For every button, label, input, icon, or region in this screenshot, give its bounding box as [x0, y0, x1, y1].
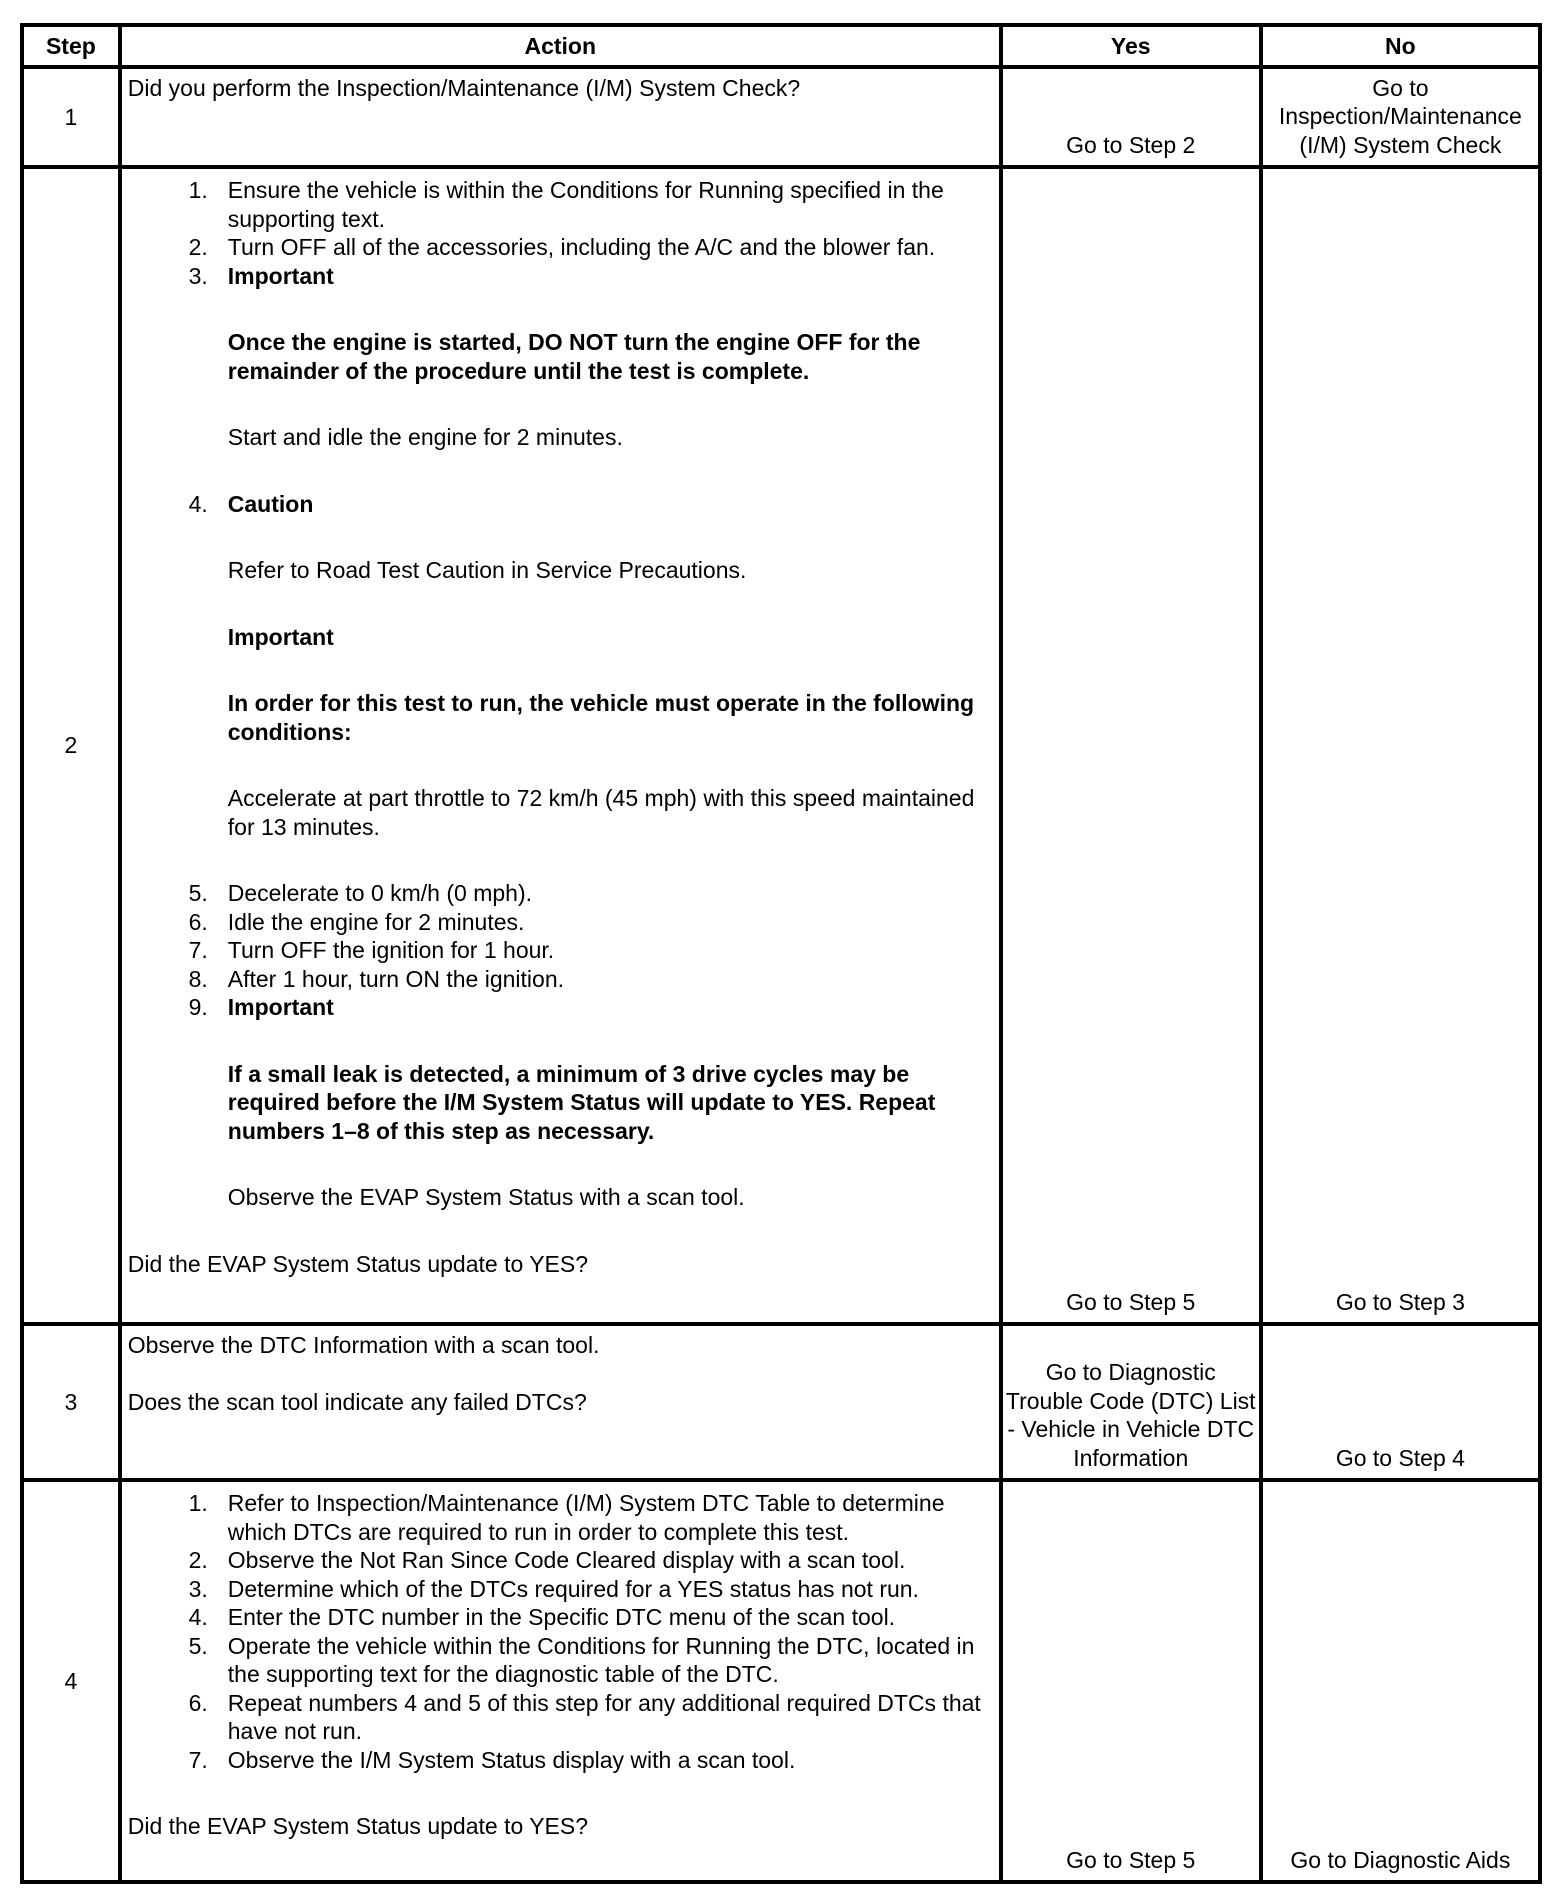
important-label: Important	[227, 623, 334, 650]
list-item: 4. Caution Refer to Road Test Caution in Service Precautions. Important In order for this test to run, the vehicle must operate in the following conditions: Accelerate at part throttle to 72 km/h (45 mph) with this speed maintained for 13 minutes.	[128, 490, 993, 842]
list-item: 5. Decelerate to 0 km/h (0 mph).	[188, 880, 532, 906]
yes-cell: Go to Step 5	[1001, 167, 1261, 1324]
no-cell: Go to Step 4	[1261, 1324, 1540, 1480]
action-question: Did you perform the Inspection/Maintenance (I/M) System Check?	[127, 75, 801, 101]
procedure-list	[128, 176, 993, 1212]
table-row	[22, 167, 1540, 1324]
header-yes: Yes	[1001, 25, 1261, 67]
list-item: 7. Observe the I/M System Status display with a scan tool.	[188, 1746, 796, 1773]
action-question: Does the scan tool indicate any failed DTCs?	[127, 1388, 587, 1415]
yes-cell: Go to Diagnostic Trouble Code (DTC) List - Vehicle in Vehicle DTC Information	[1001, 1324, 1261, 1480]
diagnostic-table	[20, 23, 1542, 1884]
no-cell: Go to Inspection/Maintenance (I/M) System Check	[1261, 67, 1540, 167]
header-action: Action	[120, 25, 1001, 67]
important-note: Once the engine is started, DO NOT turn the engine OFF for the remainder of the procedure until the test is complete.	[227, 329, 921, 384]
list-item: 4. Enter the DTC number in the Specific DTC menu of the scan tool.	[188, 1604, 896, 1630]
yes-cell: Go to Step 2	[1001, 67, 1261, 167]
important-label: Important	[227, 994, 334, 1020]
procedure-list	[128, 1489, 993, 1774]
table-row	[22, 1480, 1540, 1882]
header-row	[22, 25, 1540, 67]
list-item: 7. Turn OFF the ignition for 1 hour.	[188, 937, 555, 963]
action-cell	[120, 167, 1001, 1324]
important-label: Important	[227, 262, 334, 289]
table-row	[22, 1324, 1540, 1480]
no-cell: Go to Step 3	[1261, 167, 1540, 1324]
list-item: 8. After 1 hour, turn ON the ignition.	[188, 965, 565, 992]
no-cell: Go to Diagnostic Aids	[1261, 1480, 1540, 1882]
list-item: 9. Important If a small leak is detected, a minimum of 3 drive cycles may be required before the I/M System Status will update to YES. Repeat numbers 1–8 of this step as necessary. Observe the EVAP System Status with a scan tool.	[128, 993, 993, 1212]
step-number: 3	[22, 1324, 120, 1480]
action-question: Did the EVAP System Status update to YES?	[127, 1250, 589, 1277]
action-cell	[120, 67, 1001, 167]
list-item: 6. Repeat numbers 4 and 5 of this step for any additional required DTCs that have not run.	[188, 1689, 981, 1744]
list-item: 1. Refer to Inspection/Maintenance (I/M) System DTC Table to determine which DTCs are required to run in order to complete this test.	[188, 1490, 945, 1545]
list-item: 3. Important Once the engine is started, DO NOT turn the engine OFF for the remainder of the procedure until the test is complete. Start and idle the engine for 2 minutes.	[128, 262, 993, 452]
step-number: 1	[22, 67, 120, 167]
important-note: If a small leak is detected, a minimum of 3 drive cycles may be required before the I/M System Status will update to YES. Repeat numbers 1–8 of this step as necessary.	[227, 1060, 936, 1144]
step-number: 4	[22, 1480, 120, 1882]
caution-label: Caution	[227, 490, 314, 517]
list-item: 2. Turn OFF all of the accessories, including the A/C and the blower fan.	[188, 234, 936, 260]
list-item: 3. Determine which of the DTCs required for a YES status has not run.	[188, 1575, 919, 1602]
action-cell: Observe the DTC Information with a scan tool. Does the scan tool indicate any failed DTCs?	[120, 1324, 1001, 1480]
table-row	[22, 67, 1540, 167]
header-no: No	[1261, 25, 1540, 67]
list-item: 1. Ensure the vehicle is within the Conditions for Running specified in the supporting text.	[188, 177, 944, 232]
step-number: 2	[22, 167, 120, 1324]
list-item: 2. Observe the Not Ran Since Code Cleared display with a scan tool.	[188, 1547, 906, 1573]
important-note: In order for this test to run, the vehicle must operate in the following conditions:	[227, 690, 975, 745]
header-step: Step	[22, 25, 120, 67]
list-item: 6. Idle the engine for 2 minutes.	[188, 908, 525, 935]
yes-cell: Go to Step 5	[1001, 1480, 1261, 1882]
action-question: Did the EVAP System Status update to YES?	[127, 1813, 589, 1839]
action-cell	[120, 1480, 1001, 1882]
list-item: 5. Operate the vehicle within the Conditions for Running the DTC, located in the supporting text for the diagnostic table of the DTC.	[188, 1632, 975, 1687]
